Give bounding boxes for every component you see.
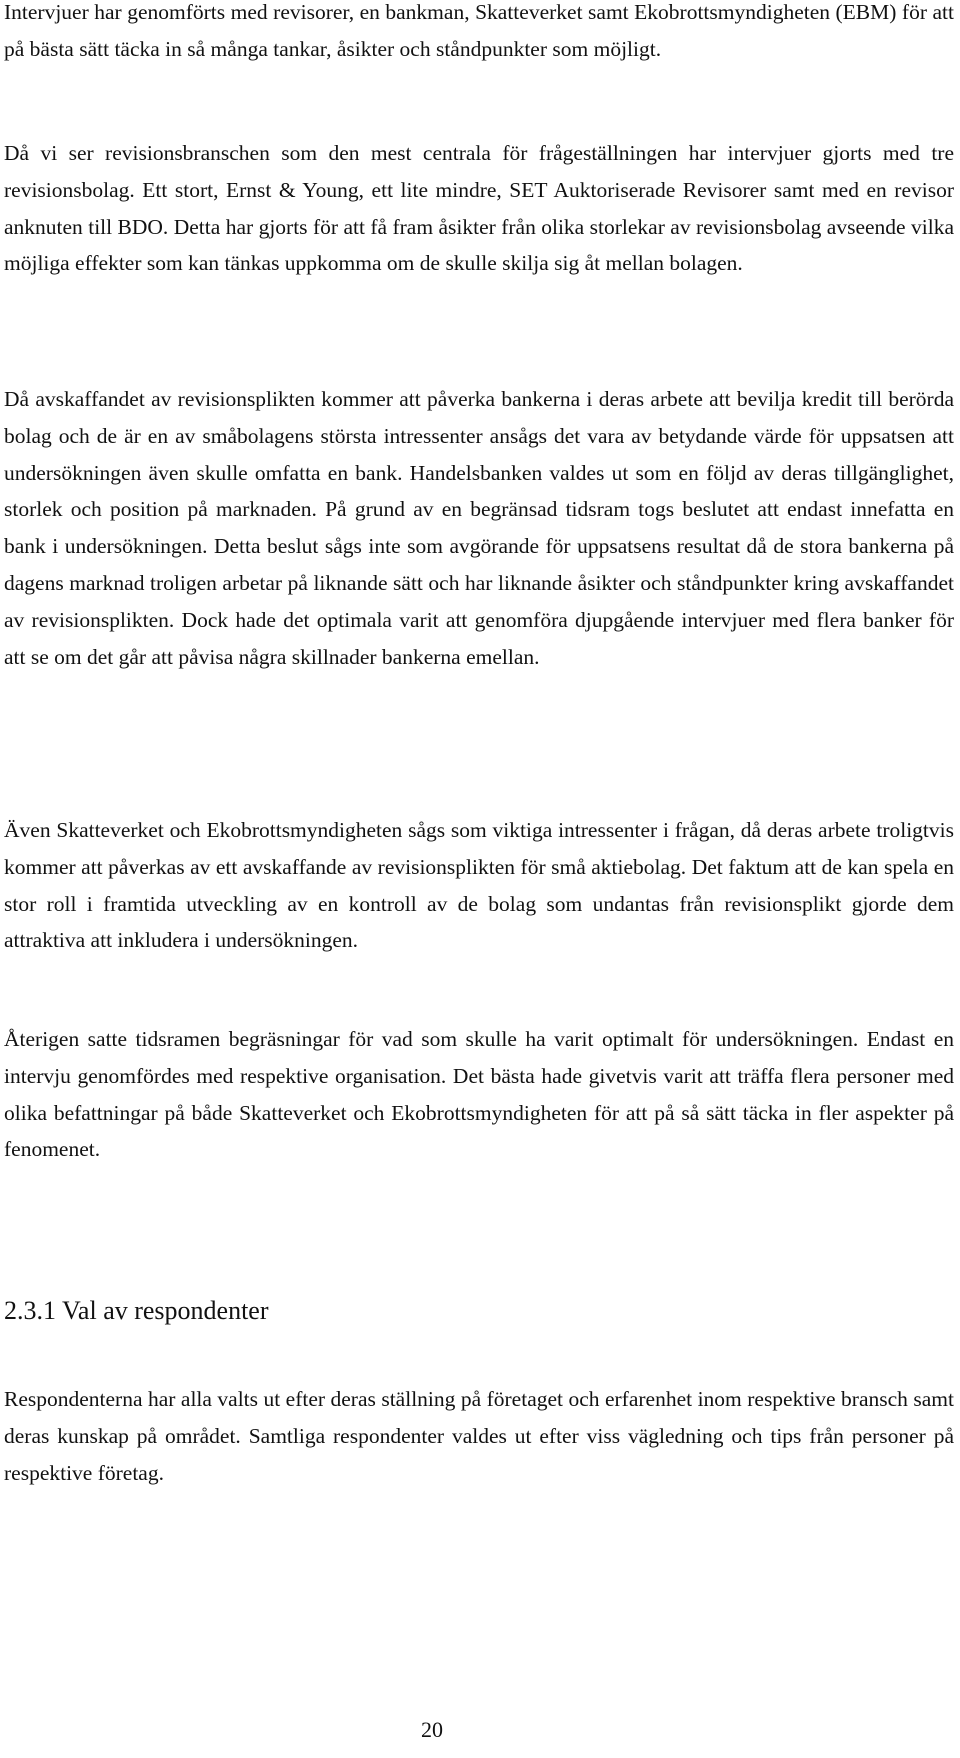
paragraph-respondents: Respondenterna har alla valts ut efter deras ställning på företaget och erfarenhet inom respektive bransch samt deras kunskap på området. Samtliga respondenter valdes ut efter viss vägledning och tips från personer på respektive företag. [4, 1387, 954, 1485]
paragraph-audit-firms: Då vi ser revisionsbranschen som den mest centrala för frågeställningen har intervjuer gjorts med tre revisionsbolag. Ett stort, Ernst & Young, ett lite mindre, SET Auktoriserade Revisorer samt med en revisor anknuten till BDO. Detta har gjorts för att få fram åsikter från olika storlekar av revisionsbolag avseende vilka möjliga effekter som kan tänkas uppkomma om de skulle skilja sig åt mellan bolagen. [4, 141, 954, 276]
paragraph-interviews-overview: Intervjuer har genomförts med revisorer, en bankman, Skatteverket samt Ekobrottsmyndigheten (EBM) för att på bästa sätt täcka in så många tankar, åsikter och ståndpunkter som möjligt. [4, 0, 954, 61]
paragraph-authorities: Även Skatteverket och Ekobrottsmyndigheten sågs som viktiga intressenter i frågan, då deras arbete troligtvis kommer att påverkas av ett avskaffande av revisionsplikten för små aktiebolag. Det faktum att de kan spela en stor roll i framtida utveckling av en kontroll av de bolag som undantas från revisionsplikt gjorde dem attraktiva att inkludera i undersökningen. [4, 818, 954, 953]
page-number: 20 [421, 1717, 443, 1742]
paragraph-time-limits: Återigen satte tidsramen begräsningar för vad som skulle ha varit optimalt för undersökningen. Endast en intervju genomfördes med respektive organisation. Det bästa hade givetvis varit att träffa flera personer med olika befattningar på både Skatteverket och Ekobrottsmyndigheten för att på så sätt täcka in fler aspekter på fenomenet. [4, 1027, 954, 1162]
paragraph-bank: Då avskaffandet av revisionsplikten kommer att påverka bankerna i deras arbete att bevilja kredit till berörda bolag och de är en av småbolagens största intressenter ansågs det vara av betydande värde för uppsatsen att undersökningen även skulle omfatta en bank. Handelsbanken valdes ut som en följd av deras tillgänglighet, storlek och position på marknaden. På grund av en begränsad tidsram togs beslutet att endast innefatta en bank i undersökningen. Detta beslut sågs inte som avgörande för uppsatsens resultat då de stora bankerna på dagens marknad troligen arbetar på liknande sätt och har liknande åsikter och ståndpunkter kring avskaffandet av revisionsplikten. Dock hade det optimala varit att genomföra djupgående intervjuer med flera banker för att se om det går att påvisa några skillnader bankerna emellan. [4, 387, 954, 669]
section-heading: 2.3.1 Val av respondenter [4, 1296, 269, 1325]
